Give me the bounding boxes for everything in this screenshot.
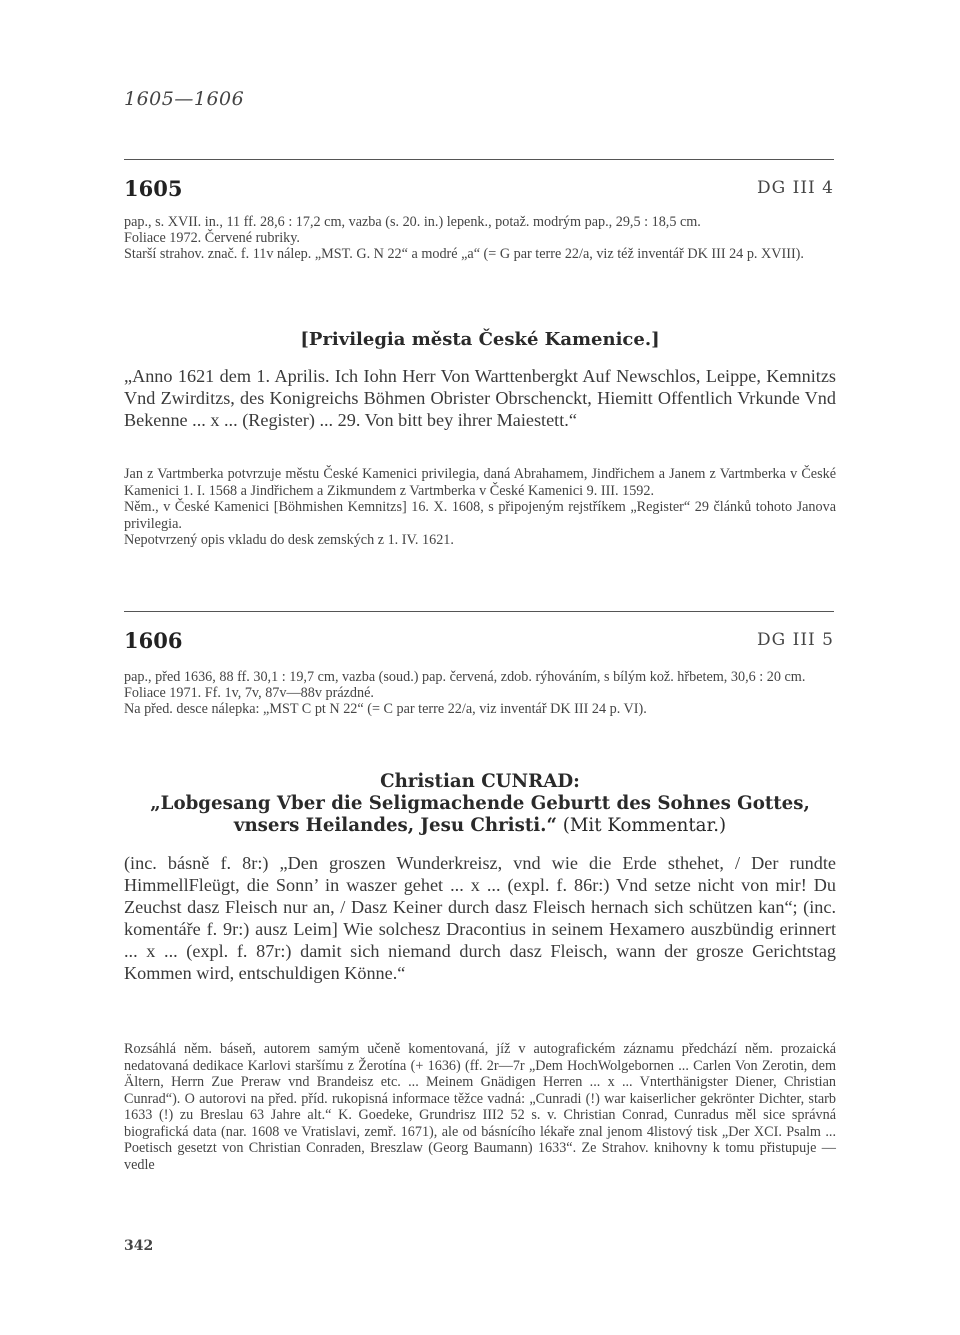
description-line: Foliace 1972. Červené rubriky. (124, 230, 300, 247)
commentary-line: Něm., v České Kamenici [Böhmishen Kemnitzs] 16. X. 1608, s připojeným rejstříkem „Register“ 29 článků tohoto Janova privilegia. (124, 499, 836, 532)
description-line: Starší strahov. znač. f. 11v nálep. „MST. G. N 22“ a modré „a“ (= G par terre 22/a, viz též inventář DK III 24 p. XVIII). (124, 246, 804, 263)
commentary-line: Nepotvrzený opis vkladu do desk zemských z 1. IV. 1621. (124, 532, 454, 548)
section-rule (124, 159, 834, 160)
work-title-line: vnsers Heilandes, Jesu Christi.“ (233, 815, 557, 836)
description-line: pap., s. XVII. in., 11 ff. 28,6 : 17,2 cm, vazba (s. 20. in.) lepenk., potaž. modrým pap., 29,5 : 18,5 cm. (124, 214, 701, 230)
entry-year: 1605 (124, 176, 183, 201)
description-line: Foliace 1971. Ff. 1v, 7v, 87v—88v prázdné. (124, 685, 374, 702)
entry-quote-1606 (124, 852, 836, 984)
work-title-line: „Lobgesang Vber die Seligmachende Geburtt des Sohnes Gottes, (150, 793, 810, 814)
entry-quote-1605 (124, 365, 836, 431)
entry-title-1605: [Privilegia města České Kamenice.] (300, 329, 660, 350)
page-number: 342 (124, 1238, 154, 1254)
entry-year: 1606 (124, 628, 183, 653)
description-line: pap., před 1636, 88 ff. 30,1 : 19,7 cm, vazba (soud.) pap. červená, zdob. rýhováním, s bílým kož. hřbetem, 30,6 : 20 cm. (124, 669, 806, 685)
running-head: 1605—1606 (124, 88, 245, 110)
quote-text: (inc. básně f. 8r:) „Den groszen Wunderkreisz, vnd wie die Erde sthehet, / Der rundte HimmellFleügt, die Sonn’ in waszer gehet ... x ... (expl. f. 86r:) Vnd setze nicht von mir! Du Zeuchst dasz Fleisch nur an, / Dasz Keiner durch dasz Fleisch hernach sich schützen kan“; (inc. komentáře f. 9r:) ausz Leim] Wie solchesz Dracontius in seinem Hexamero auszbündig erinnert ... x ... (expl. f. 87r:) damit sich niemand durch dasz Fleisch, wann der grosze Gerichtstag Kommen wird, entschuldigen Könne.“ (124, 853, 836, 983)
entry-description-1605 (124, 214, 836, 263)
section-rule (124, 611, 834, 612)
entry-signature: DG III 5 (757, 630, 834, 650)
work-title-suffix: (Mit Kommentar.) (556, 815, 727, 836)
work-author: Christian CUNRAD: (380, 771, 580, 792)
description-line: Na před. desce nálepka: „MST C pt N 22“ (= C par terre 22/a, viz inventář DK III 24 p. VI). (124, 701, 647, 718)
entry-commentary-1606 (124, 1041, 836, 1173)
entry-title-1606 (124, 771, 836, 837)
entry-header-1605 (124, 176, 834, 206)
commentary-line: Jan z Vartmberka potvrzuje městu České Kamenici privilegia, daná Abrahamem, Jindřichem a Janem z Vartmberka v České Kamenici 1. I. 1568 a Jindřichem a Zikmundem z Vartmberka v České Kamenici 9. III. 1592. (124, 466, 836, 499)
entry-signature: DG III 4 (757, 178, 834, 198)
entry-commentary-1605 (124, 466, 836, 549)
entry-description-1606 (124, 669, 836, 718)
quote-text: „Anno 1621 dem 1. Aprilis. Ich Iohn Herr Von Warttenbergkt Auf Newschlos, Leippe, Kemnitzs Vnd Zwirditzs, des Konigreichs Böhmen Obrister Obrschenckt, Hiemitt Offentlich Vrkunde Vnd Bekenne ... x ... (Register) ... 29. Von bitt bey ihrer Maiestett.“ (124, 366, 836, 430)
entry-header-1606 (124, 628, 834, 658)
commentary-text: Rozsáhlá něm. báseň, autorem samým učeně komentovaná, jíž v autografickém záznamu předchází něm. prozaická nedatovaná dedikace Karlovi staršímu z Žerotína (+ 1636) (ff. 2r—7r „Dem HochWolgebornen ... Carlen Von Zerotin, dem Ältern, Herrn Zue Preraw vnd Brandeisz etc. ... Meinem Gnädigen Herren ... x ... Vnterthänigster Diener, Christian Cunrad“). O autorovi na před. příd. rukopisná informace těžce vadná: „Cunradi (!) war kaiserlicher gekrönter Dichter, starb 1633 (!) zu Breslau 63 Jahre alt.“ K. Goedeke, Grundrisz III2 52 s. v. Christian Conrad, Cunradus měl sice správná biografická data (nar. 1608 ve Vratislavi, zemř. 1671), ale od básnícího lékaře znal jenom 4listový tisk „Der XCI. Psalm ... Poetisch gesetzt von Christian Conraden, Breszlaw (Georg Baumann) 1633“. Ze Strahov. knihovny k tomu přistupuje — vedle (124, 1041, 836, 1173)
